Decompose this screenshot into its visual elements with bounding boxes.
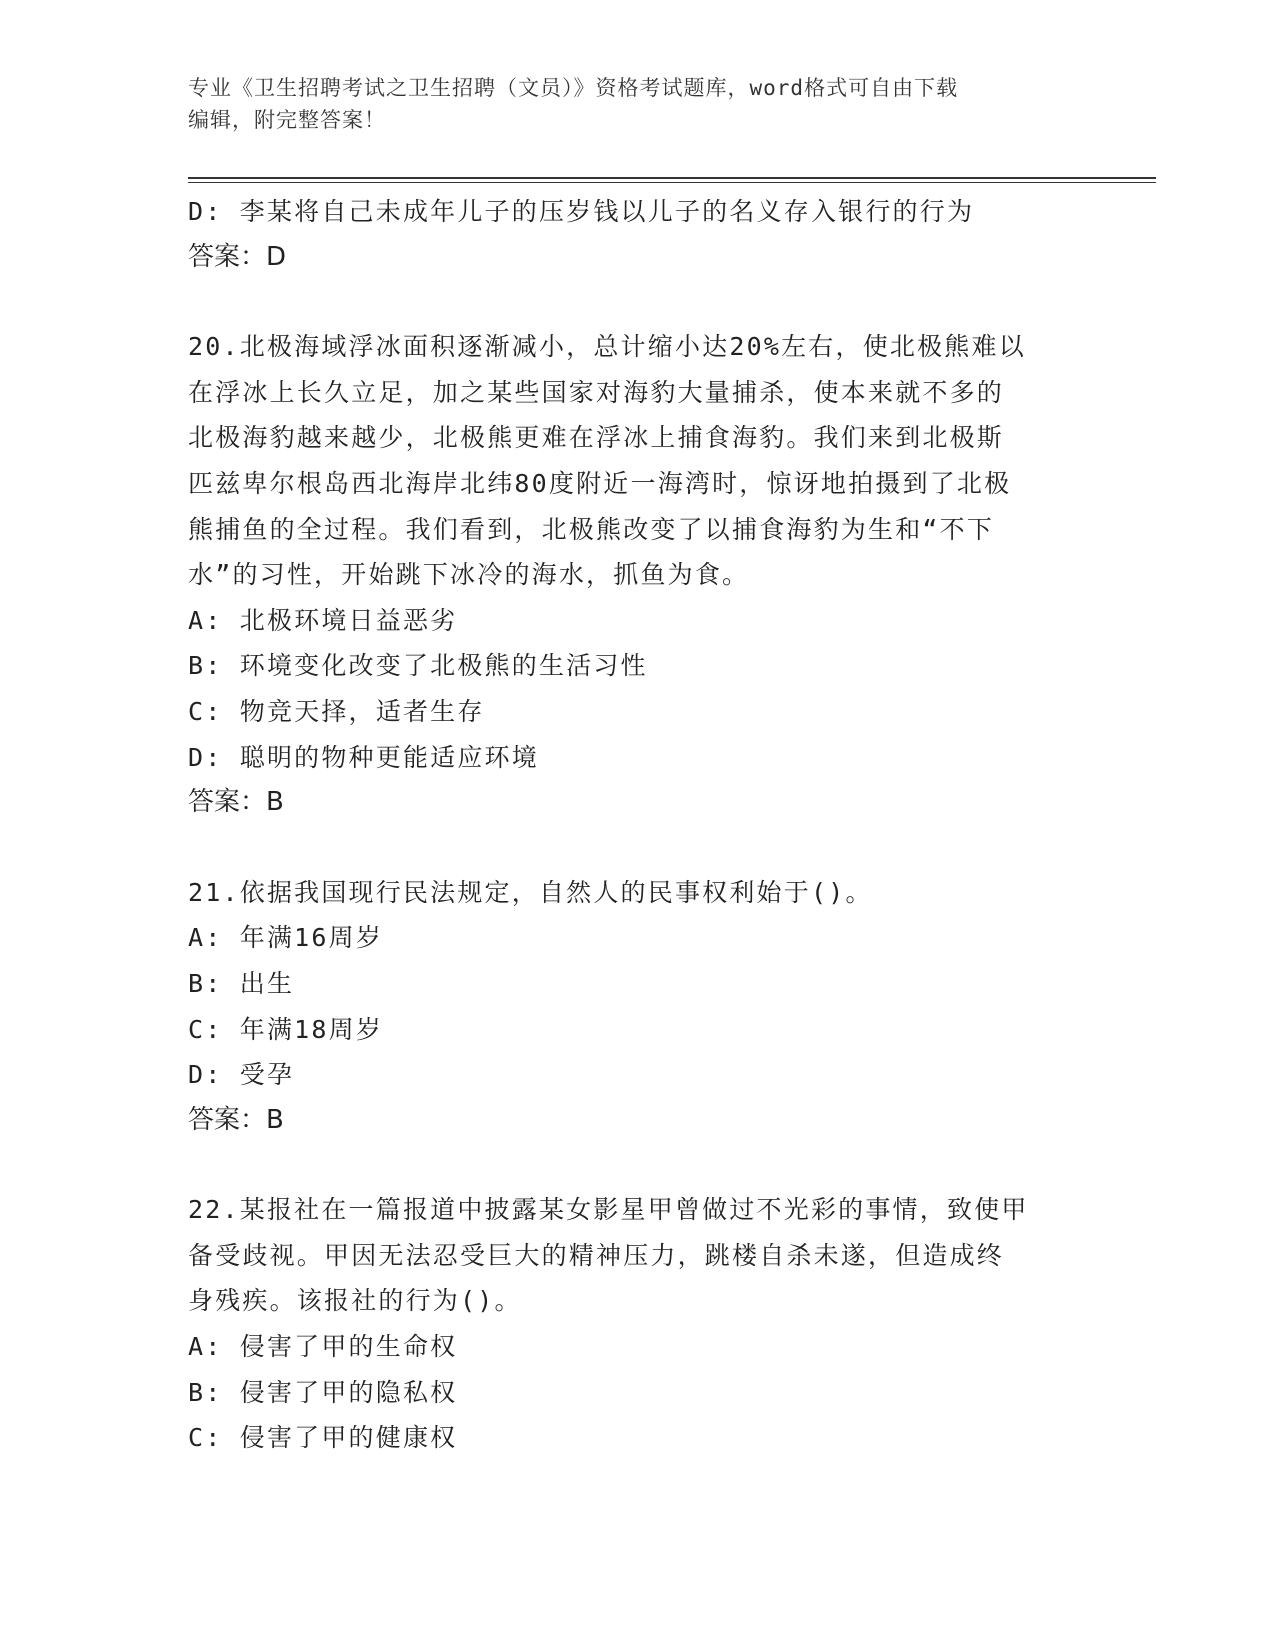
header-line-1: 专业《卫生招聘考试之卫生招聘（文员）》资格考试题库，word格式可自由下载 xyxy=(188,76,959,100)
option-c: C: 物竞天择，适者生存 xyxy=(188,696,485,726)
question-stem-line: 备受歧视。甲因无法忍受巨大的精神压力，跳楼自杀未遂，但造成终 xyxy=(188,1240,1005,1270)
answer: 答案：B xyxy=(188,1104,284,1135)
option-d: D: 李某将自己未成年儿子的压岁钱以儿子的名义存入银行的行为 xyxy=(188,197,975,226)
page-header xyxy=(188,72,1088,136)
question-21 xyxy=(188,870,1088,1144)
question-20 xyxy=(188,324,1088,826)
option-c: C: 侵害了甲的健康权 xyxy=(188,1423,458,1453)
spacer xyxy=(188,826,1088,870)
question-stem-line: 匹兹卑尔根岛西北海岸北纬80度附近一海湾时，惊讶地拍摄到了北极 xyxy=(188,468,1012,498)
question-stem-line: 身残疾。该报社的行为()。 xyxy=(188,1286,522,1316)
question-stem-line: 22.某报社在一篇报道中披露某女影星甲曾做过不光彩的事情，致使甲 xyxy=(188,1195,1029,1225)
option-a: A: 年满16周岁 xyxy=(188,923,384,953)
question-stem-line: 北极海豹越来越少，北极熊更难在浮冰上捕食海豹。我们来到北极斯 xyxy=(188,423,1005,453)
option-b: B: 环境变化改变了北极熊的生活习性 xyxy=(188,651,648,681)
header-divider-thick xyxy=(188,177,1156,179)
header-line-2: 编辑，附完整答案！ xyxy=(188,108,386,132)
question-stem-line: 在浮冰上长久立足，加之某些国家对海豹大量捕杀，使本来就不多的 xyxy=(188,377,1005,407)
question-stem-line: 水”的习性，开始跳下冰冷的海水，抓鱼为食。 xyxy=(188,560,750,590)
question-stem-line: 熊捕鱼的全过程。我们看到，北极熊改变了以捕食海豹为生和“不下 xyxy=(188,514,995,544)
question-19-tail xyxy=(188,189,1088,280)
spacer xyxy=(188,1143,1088,1187)
question-22 xyxy=(188,1187,1088,1461)
header-divider-thin xyxy=(188,182,1156,183)
option-d: D: 聪明的物种更能适应环境 xyxy=(188,742,539,772)
option-c: C: 年满18周岁 xyxy=(188,1014,384,1044)
answer: 答案：B xyxy=(188,787,284,818)
spacer xyxy=(188,280,1088,324)
option-a: A: 侵害了甲的生命权 xyxy=(188,1332,458,1362)
option-b: B: 出生 xyxy=(188,968,295,998)
answer: 答案：D xyxy=(188,241,287,272)
option-a: A: 北极环境日益恶劣 xyxy=(188,605,458,635)
option-d: D: 受孕 xyxy=(188,1060,295,1090)
option-b: B: 侵害了甲的隐私权 xyxy=(188,1377,458,1407)
question-stem-line: 21.依据我国现行民法规定，自然人的民事权利始于()。 xyxy=(188,877,873,907)
question-list xyxy=(188,189,1088,1461)
question-stem-line: 20.北极海域浮冰面积逐渐减小，总计缩小达20%左右，使北极熊难以 xyxy=(188,332,1026,362)
